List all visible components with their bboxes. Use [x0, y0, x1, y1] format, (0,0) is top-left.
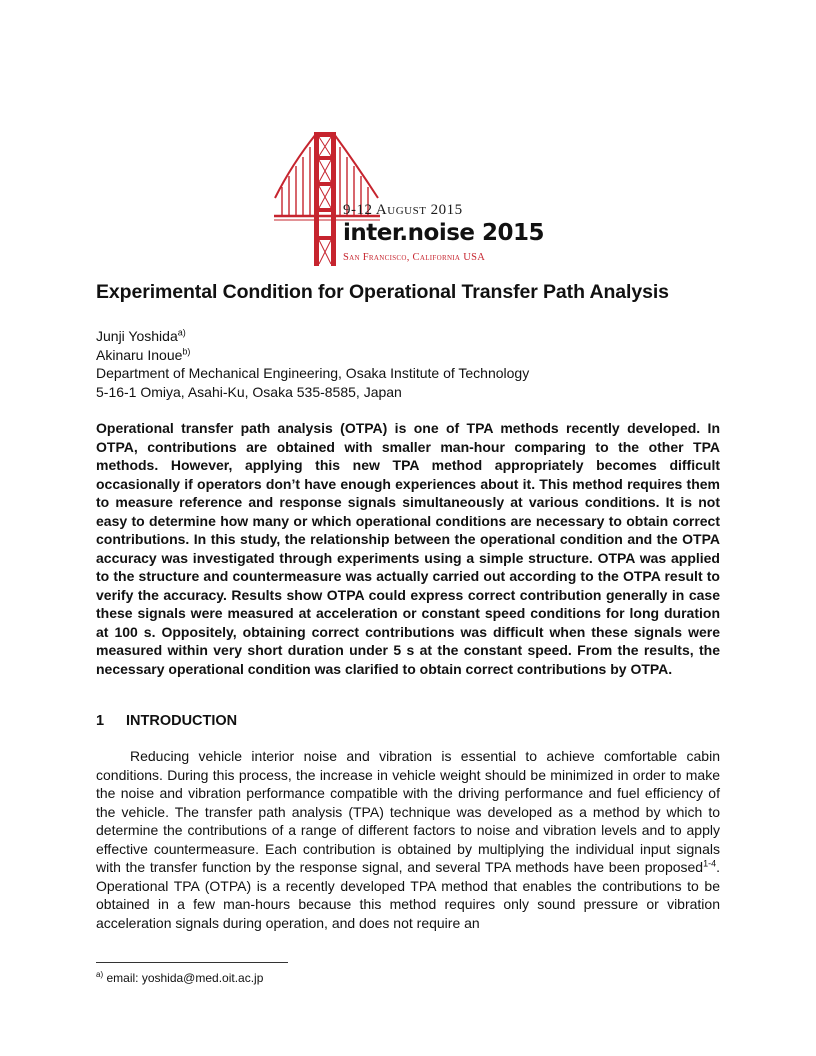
paper-title: Experimental Condition for Operational Transfer Path Analysis [96, 281, 669, 303]
address: 5-16-1 Omiya, Asahi-Ku, Osaka 535-8585, Japan [96, 383, 402, 400]
author-line-2 [96, 346, 529, 365]
footnote [96, 970, 263, 985]
author-mark-2: b) [182, 345, 191, 356]
footnote-email: email: yoshida@med.oit.ac.jp [106, 971, 264, 985]
author-mark-1: a) [177, 327, 186, 338]
section-title: INTRODUCTION [126, 713, 238, 729]
section-number: 1 [96, 713, 105, 729]
author-line-1 [96, 327, 529, 346]
abstract: Operational transfer path analysis (OTPA) is one of TPA methods recently developed. In OTPA, contributions are obtained with smaller man-hour comparing to the other TPA methods. However, applying this new TPA method appropriately becomes difficult occasionally if operators don’t have enough experiences about it. This method requires them to measure reference and response signals simultaneously at various conditions. It is not easy to determine how many or which operational conditions are necessary to obtain correct contributions. In this study, the relationship between the operational condition and the OTPA accuracy was investigated through experiments using a simple structure. OTPA was applied to the structure and countermeasure was actually carried out according to the OTPA result to verify the accuracy. Results show OTPA could express correct contribution generally in case these signals were measured at acceleration or constant speed conditions for long duration at 100 s. Oppositely, obtaining correct contributions was difficult when these signals were measured within very short duration under 5 s at the constant speed. From the results, the necessary operational condition was clarified to obtain correct contributions by OTPA. [96, 420, 720, 677]
conference-logo [270, 128, 560, 270]
intro-text-2: . Operational TPA (OTPA) is a recently developed TPA method that enables the contributions to be obtained in a few man-hours because this method requires only sound pressure or vibration acceleration signals during operation, and does not require an [96, 859, 720, 931]
footnote-divider [96, 962, 288, 963]
introduction-paragraph [96, 747, 720, 932]
intro-text-1: Reducing vehicle interior noise and vibration is essential to achieve comfortable cabin conditions. During this process, the increase in vehicle weight should be minimized in order to make the noise and vibration performance compatible with the driving performance and fuel efficiency of the vehicle. The transfer path analysis (TPA) technique was developed as a method by which to determine the contributions of a range of different factors to noise and vibration levels and to apply effective countermeasure. Each contribution is obtained by multiplying the individual input signals with the transfer function by the response signal, and several TPA methods have been proposed [96, 748, 720, 875]
section-heading [96, 713, 237, 729]
conference-brand: inter.noise 2015 [343, 220, 545, 246]
reference-mark: 1-4 [703, 858, 717, 869]
affiliation: Department of Mechanical Engineering, Osaka Institute of Technology [96, 365, 530, 381]
footnote-mark: a) [96, 970, 104, 979]
author-name-1: Junji Yoshida [96, 328, 178, 344]
author-name-2: Akinaru Inoue [96, 346, 183, 363]
conference-location: San Francisco, California USA [343, 252, 486, 263]
conference-date: 9-12 August 2015 [343, 202, 463, 218]
author-block [96, 327, 529, 401]
